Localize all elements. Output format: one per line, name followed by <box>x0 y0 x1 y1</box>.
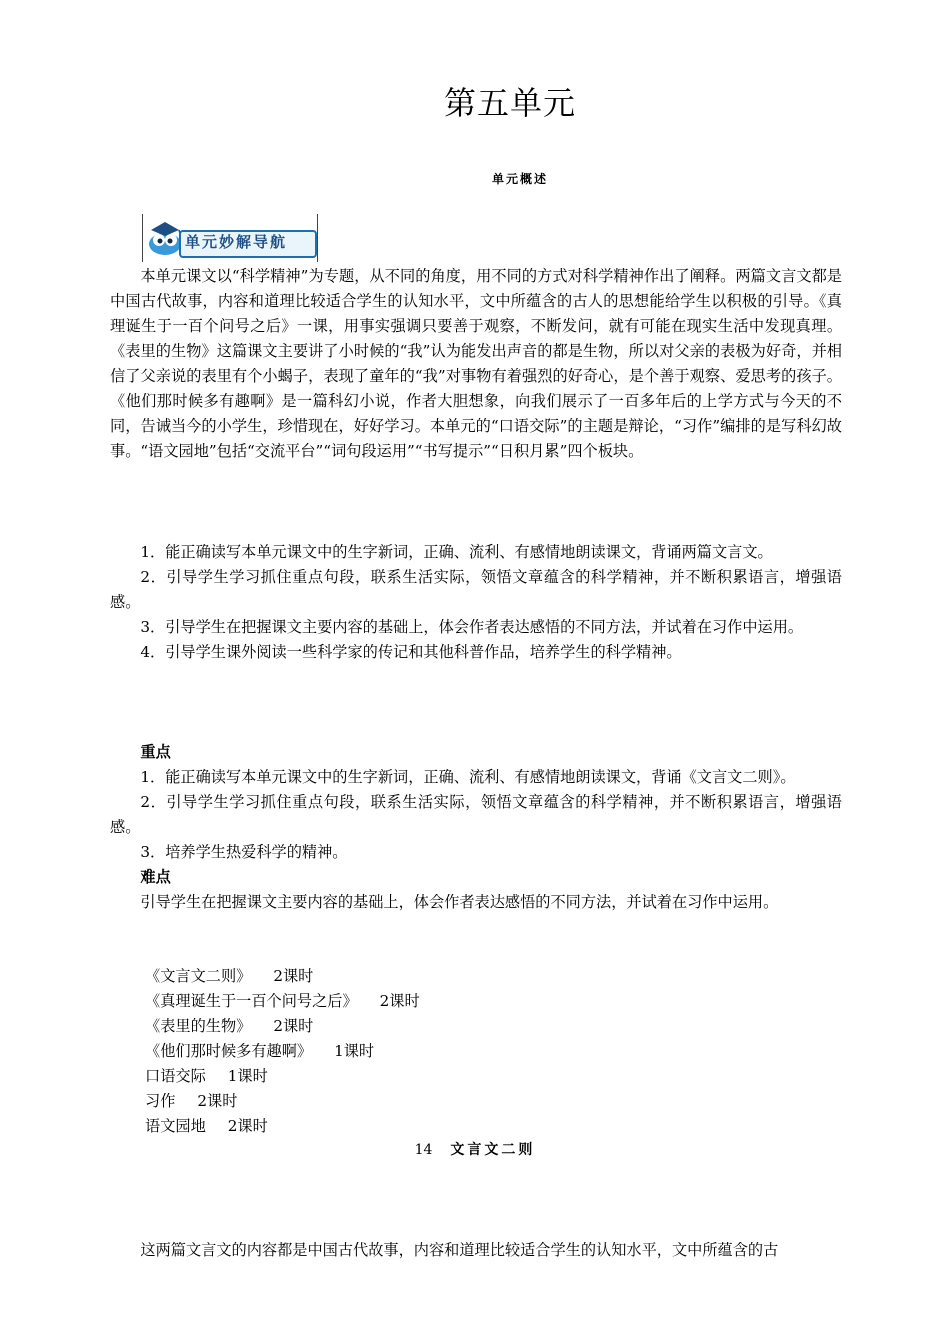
key-point-item: 3．培养学生热爱科学的精神。 <box>140 843 348 861</box>
key-points-section <box>110 740 842 915</box>
schedule-row: 《文言文二则》 2课时 <box>145 967 314 985</box>
schedule-list <box>145 964 420 1139</box>
goal-item: 2．引导学生学习抓住重点句段，联系生活实际，领悟文章蕴含的科学精神，并不断积累语言，增强语感。 <box>110 568 842 611</box>
banner-label: 单元妙解导航 <box>185 233 288 251</box>
intro-paragraph: 本单元课文以“科学精神”为专题，从不同的角度，用不同的方式对科学精神作出了阐释。两篇文言文都是中国古代故事，内容和道理比较适合学生的认知水平，文中所蕴含的古人的思想能给学生以积极的引导。《真理诞生于一百个问号之后》一课，用事实强调只要善于观察，不断发问，就有可能在现实生活中发现真理。《表里的生物》这篇课文主要讲了小时候的“我”认为能发出声音的都是生物，所以对父亲的表极为好奇，并相信了父亲说的表里有个小蝎子，表现了童年的“我”对事物有着强烈的好奇心，是个善于观察、爱思考的孩子。《他们那时候多有趣啊》是一篇科幻小说，作者大胆想象，向我们展示了一百多年后的上学方式与今天的不同，告诫当今的小学生，珍惜现在，好好学习。本单元的“口语交际”的主题是辩论，“习作”编排的是写科幻故事。“语文园地”包括“交流平台”“词句段运用”“书写提示”“日积月累”四个板块。 <box>110 267 842 460</box>
lesson-title <box>0 1139 950 1159</box>
schedule-row: 《真理诞生于一百个问号之后》 2课时 <box>145 992 420 1010</box>
schedule-row: 口语交际 1课时 <box>145 1067 268 1085</box>
schedule-row: 语文园地 2课时 <box>145 1117 268 1135</box>
goal-item: 1．能正确读写本单元课文中的生字新词，正确、流利、有感情地朗读课文，背诵两篇文言文。 <box>140 543 773 561</box>
intro-section <box>110 264 842 464</box>
key-point-item: 2．引导学生学习抓住重点句段，联系生活实际，领悟文章蕴含的科学精神，并不断积累语言，增强语感。 <box>110 793 842 836</box>
schedule-row: 《他们那时候多有趣啊》 1课时 <box>145 1042 375 1060</box>
overview-heading: 单元概述 <box>491 172 548 186</box>
lesson-name: 文言文二则 <box>450 1142 536 1158</box>
goals-section <box>110 540 842 665</box>
difficult-points-text: 引导学生在把握课文主要内容的基础上，体会作者表达感悟的不同方法，并试着在习作中运用。 <box>140 893 779 911</box>
schedule-row: 习作 2课时 <box>145 1092 238 1110</box>
difficult-points-heading: 难点 <box>140 868 171 886</box>
goal-item: 4．引导学生课外阅读一些科学家的传记和其他科普作品，培养学生的科学精神。 <box>140 643 682 661</box>
key-points-heading: 重点 <box>140 743 171 761</box>
lesson-number: 14 <box>414 1142 433 1158</box>
goal-item: 3．引导学生在把握课文主要内容的基础上，体会作者表达感悟的不同方法，并试着在习作中运用。 <box>140 618 804 636</box>
unit-title: 第五单元 <box>443 84 576 122</box>
lesson-intro-text: 这两篇文言文的内容都是中国古代故事，内容和道理比较适合学生的认知水平，文中所蕴含的古 <box>140 1241 779 1259</box>
key-point-item: 1．能正确读写本单元课文中的生字新词，正确、流利、有感情地朗读课文，背诵《文言文二则》。 <box>140 768 796 786</box>
navigation-banner <box>142 214 318 262</box>
schedule-row: 《表里的生物》 2课时 <box>145 1017 314 1035</box>
lesson-intro-section <box>110 1238 842 1263</box>
